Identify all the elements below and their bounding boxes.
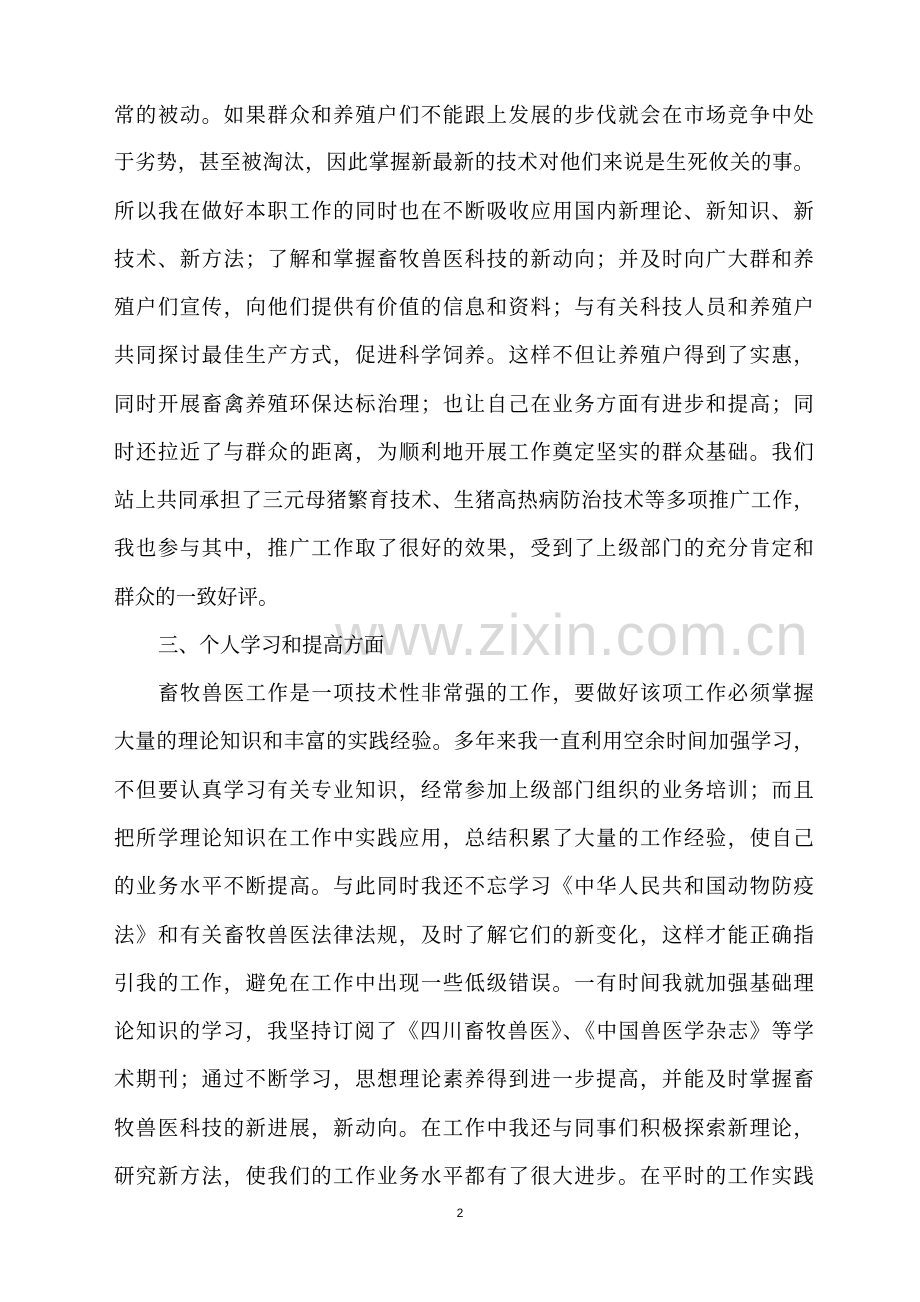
body-text-line: 畜牧兽医工作是一项技术性非常强的工作，要做好该项工作必须掌握 — [158, 681, 814, 705]
body-text-line: 同时开展畜禽养殖环保达标治理；也让自己在业务方面有进步和提高；同 — [114, 392, 814, 416]
body-text-line: 的业务水平不断提高。与此同时我还不忘学习《中华人民共和国动物防疫 — [114, 874, 814, 898]
body-text-line: 大量的理论知识和丰富的实践经验。多年来我一直利用空余时间加强学习， — [114, 729, 814, 753]
body-text-line: 把所学理论知识在工作中实践应用，总结积累了大量的工作经验，使自己 — [114, 826, 814, 850]
body-text-line: 技术、新方法；了解和掌握畜牧兽医科技的新动向；并及时向广大群和养 — [114, 247, 814, 271]
body-text-line: 论知识的学习，我坚持订阅了《四川畜牧兽医》、《中国兽医学杂志》等学 — [114, 1019, 814, 1043]
body-text-line: 时还拉近了与群众的距离，为顺利地开展工作奠定坚实的群众基础。我们 — [114, 440, 814, 464]
body-text-line: 共同探讨最佳生产方式，促进科学饲养。这样不但让养殖户得到了实惠， — [114, 343, 814, 367]
body-text-line: 常的被动。如果群众和养殖户们不能跟上发展的步伐就会在市场竞争中处 — [114, 103, 814, 127]
page-number: 2 — [456, 1206, 464, 1220]
body-text-line: 牧兽医科技的新进展，新动向。在工作中我还与同事们积极探索新理论， — [114, 1116, 814, 1140]
body-text-line: 我也参与其中，推广工作取了很好的效果，受到了上级部门的充分肯定和 — [114, 536, 814, 560]
body-text-line: 法》和有关畜牧兽医法律法规，及时了解它们的新变化，这样才能正确指 — [114, 923, 814, 947]
body-text-line: 站上共同承担了三元母猪繁育技术、生猪高热病防治技术等多项推广工作， — [114, 488, 814, 512]
watermark: www.zixin.com.cn — [335, 603, 809, 668]
section-heading: 三、个人学习和提高方面 — [158, 633, 385, 657]
body-text-line: 术期刊；通过不断学习，思想理论素养得到进一步提高，并能及时掌握畜 — [114, 1067, 814, 1091]
body-text-line: 研究新方法，使我们的工作业务水平都有了很大进步。在平时的工作实践 — [114, 1164, 814, 1188]
body-text-line: 所以我在做好本职工作的同时也在不断吸收应用国内新理论、新知识、新 — [114, 199, 814, 223]
body-text-line: 于劣势，甚至被淘汰，因此掌握新最新的技术对他们来说是生死攸关的事。 — [114, 150, 814, 174]
body-text-line: 引我的工作，避免在工作中出现一些低级错误。一有时间我就加强基础理 — [114, 971, 814, 995]
body-text-line: 不但要认真学习有关专业知识，经常参加上级部门组织的业务培训；而且 — [114, 778, 814, 802]
body-text-line: 殖户们宣传，向他们提供有价值的信息和资料；与有关科技人员和养殖户 — [114, 295, 814, 319]
body-text-line: 群众的一致好评。 — [114, 585, 279, 609]
